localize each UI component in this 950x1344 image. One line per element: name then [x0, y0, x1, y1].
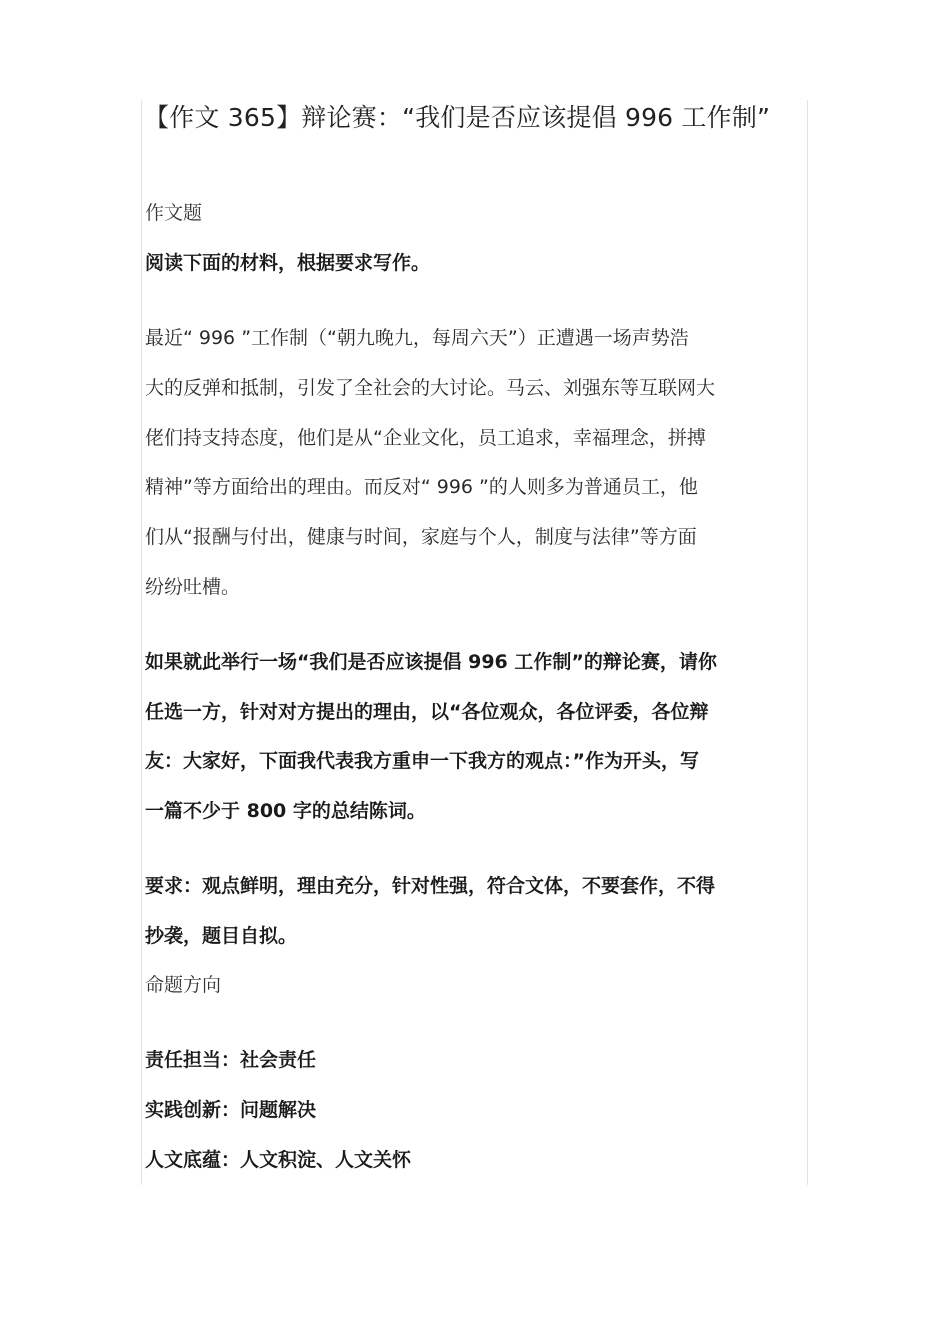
- material-line-5: 们从“报酬与付出，健康与时间，家庭与个人，制度与法律”等方面: [145, 526, 697, 548]
- material-line-1: 最近“ 996 ”工作制（“朝九晚九，每周六天”）正遭遇一场声势浩: [145, 327, 689, 349]
- direction-line-2: 实践创新：问题解决: [145, 1099, 317, 1121]
- material-line-4: 精神”等方面给出的理由。而反对“ 996 ”的人则多为普通员工，他: [145, 476, 698, 498]
- task-line-2: 任选一方，针对对方提出的理由，以“各位观众，各位评委，各位辩: [145, 701, 709, 723]
- task-line-3: 友：大家好，下面我代表我方重申一下我方的观点：”作为开头，写: [145, 750, 699, 772]
- material-line-6: 纷纷吐槽。: [145, 576, 241, 598]
- task-line-1: 如果就此举行一场“我们是否应该提倡 996 工作制”的辩论赛，请你: [145, 651, 717, 673]
- requirement-line-1: 要求：观点鲜明，理由充分，针对性强，符合文体，不要套作，不得: [145, 875, 716, 897]
- material-line-2: 大的反弹和抵制，引发了全社会的大讨论。马云、刘强东等互联网大: [145, 377, 716, 399]
- section-label-topic-direction: 命题方向: [145, 974, 222, 996]
- direction-line-1: 责任担当：社会责任: [145, 1049, 317, 1071]
- direction-line-3: 人文底蕴：人文积淀、人文关怀: [145, 1149, 412, 1171]
- left-margin-rule: [141, 100, 142, 1185]
- instruction-text: 阅读下面的材料，根据要求写作。: [145, 252, 431, 274]
- section-label-essay-topic: 作文题: [145, 202, 203, 224]
- document-title: 【作文 365】辩论赛：“我们是否应该提倡 996 工作制”: [144, 103, 771, 132]
- requirement-line-2: 抄袭，题目自拟。: [145, 925, 298, 947]
- right-margin-rule: [807, 100, 808, 1185]
- material-line-3: 佬们持支持态度，他们是从“企业文化，员工追求，幸福理念，拼搏: [145, 427, 706, 449]
- task-line-4: 一篇不少于 800 字的总结陈词。: [145, 800, 426, 822]
